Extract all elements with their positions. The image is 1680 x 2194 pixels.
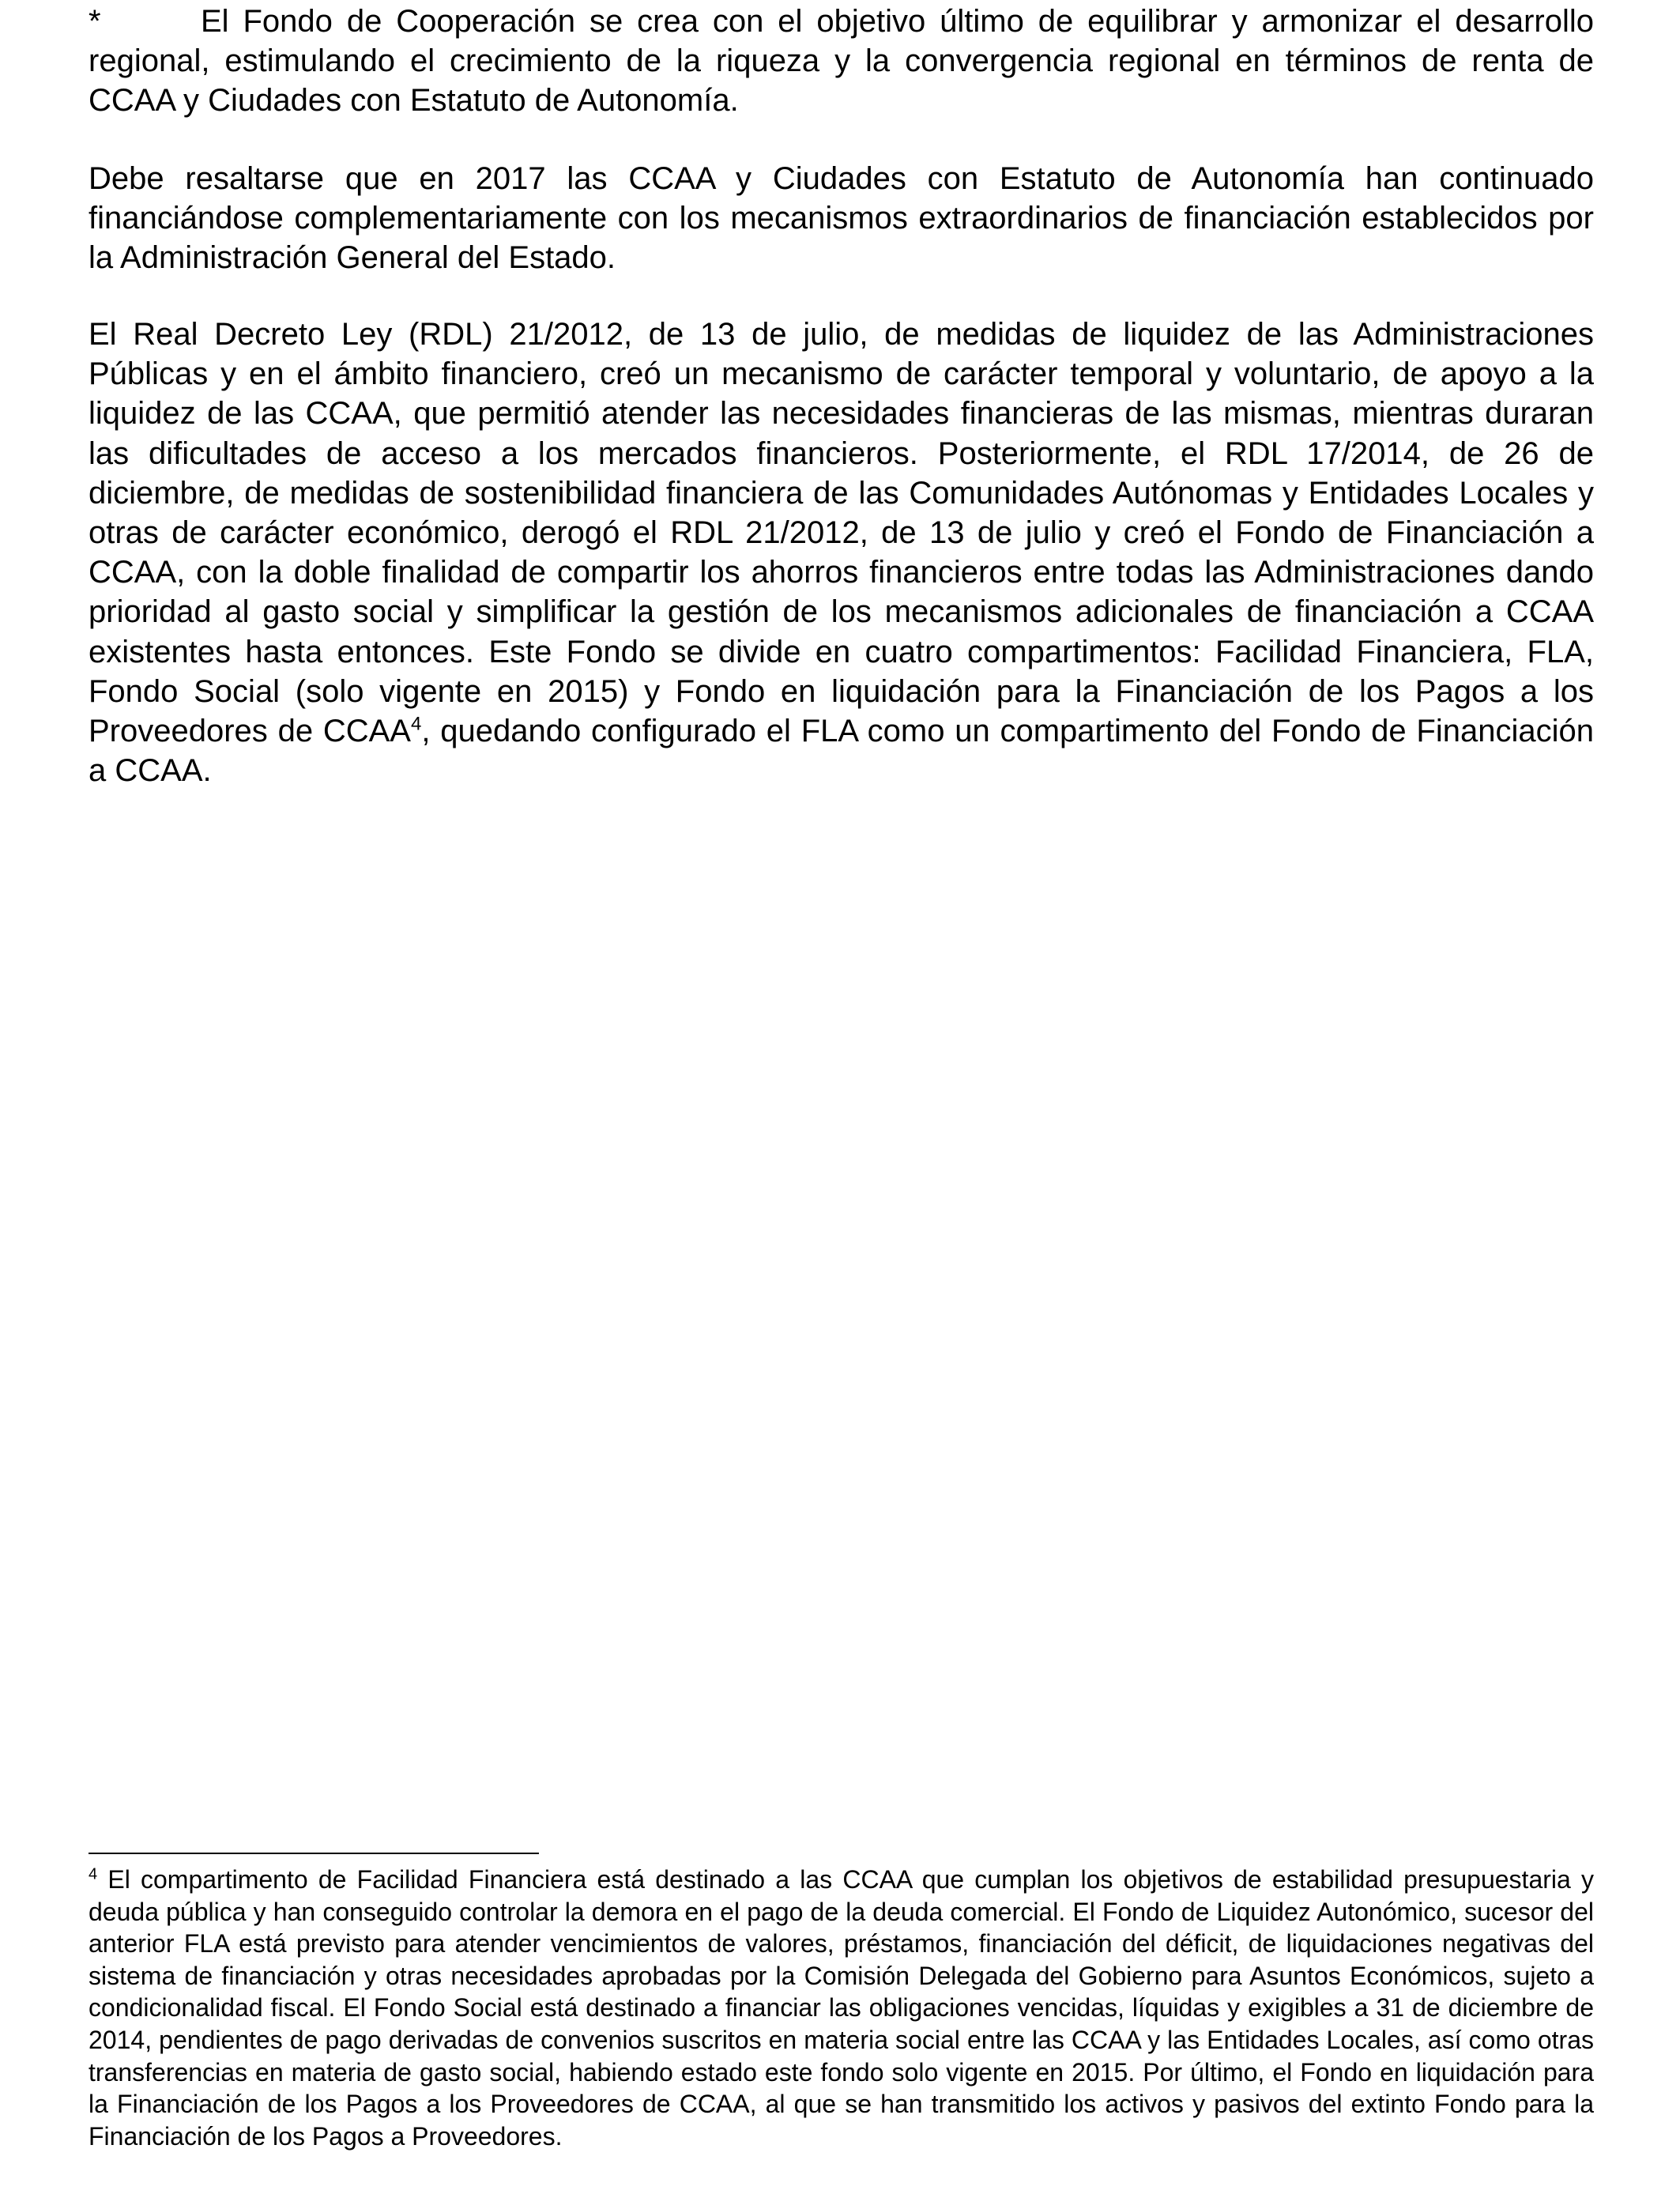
- paragraph-fondo-cooperacion: [89, 2, 1594, 121]
- paragraph-rdl: [89, 315, 1594, 790]
- paragraph-marker: *: [89, 4, 101, 39]
- paragraph-mecanismos-extraordinarios: [89, 159, 1594, 278]
- paragraph-text: El Real Decreto Ley (RDL) 21/2012, de 13 de julio, de medidas de liquidez de las Administraciones Públicas y en el ámbito financiero, creó un mecanismo de carácter temporal y voluntario, de apoyo a la liquidez de las CCAA, que permitió atender las necesidades financieras de las mismas, mientras duraran las dificultades de acceso a los mercados financieros. Posteriormente, el RDL 17/2014, de 26 de diciembre, de medidas de sostenibilidad financiera de las Comunidades Autónomas y Entidades Locales y otras de carácter económico, derogó el RDL 21/2012, de 13 de julio y creó el Fondo de Financiación a CCAA, con la doble finalidad de compartir los ahorros financieros entre todas las Administraciones dando prioridad al gasto social y simplificar la gestión de los mecanismos adicionales de financiación a CCAA existentes hasta entonces. Este Fondo se divide en cuatro compartimentos: Facilidad Financiera, FLA, Fondo Social (solo vigente en 2015) y Fondo en liquidación para la Financiación de los Pagos a los Proveedores de CCAA: [89, 317, 1594, 749]
- paragraph-text: Debe resaltarse que en 2017 las CCAA y Ciudades con Estatuto de Autonomía han continuado financiándose complementariamente con los mecanismos extraordinarios de financiación establecidos por la Administración General del Estado.: [89, 161, 1594, 276]
- footnote-number: 4: [89, 1865, 98, 1883]
- footnote-text: El compartimento de Facilidad Financiera está destinado a las CCAA que cumplan los objetivos de estabilidad presupuestaria y deuda pública y han conseguido controlar la demora en el pago de la deuda comercial. El Fondo de Liquidez Autonómico, sucesor del anterior FLA está previsto para atender vencimientos de valores, préstamos, financiación del déficit, de liquidaciones negativas del sistema de financiación y otras necesidades aprobadas por la Comisión Delegada del Gobierno para Asuntos Económicos, sujeto a condicionalidad fiscal. El Fondo Social está destinado a financiar las obligaciones vencidas, líquidas y exigibles a 31 de diciembre de 2014, pendientes de pago derivadas de convenios suscritos en materia social entre las CCAA y las Entidades Locales, así como otras transferencias en materia de gasto social, habiendo estado este fondo solo vigente en 2015. Por último, el Fondo en liquidación para la Financiación de los Pagos a los Proveedores de CCAA, al que se han transmitido los activos y pasivos del extinto Fondo para la Financiación de los Pagos a Proveedores.: [89, 1865, 1595, 2151]
- paragraph-text-continued: , quedando configurado el FLA como un compartimento del Fondo de Financiación a CCAA.: [89, 714, 1594, 789]
- footnote-separator: [89, 1853, 539, 1854]
- footnote-reference[interactable]: 4: [410, 713, 422, 735]
- footnote: [89, 1864, 1594, 2152]
- paragraph-text: El Fondo de Cooperación se crea con el objetivo último de equilibrar y armonizar el desarrollo regional, estimulando el crecimiento de la riqueza y la convergencia regional en términos de renta de CCAA y Ciudades con Estatuto de Autonomía.: [89, 4, 1594, 119]
